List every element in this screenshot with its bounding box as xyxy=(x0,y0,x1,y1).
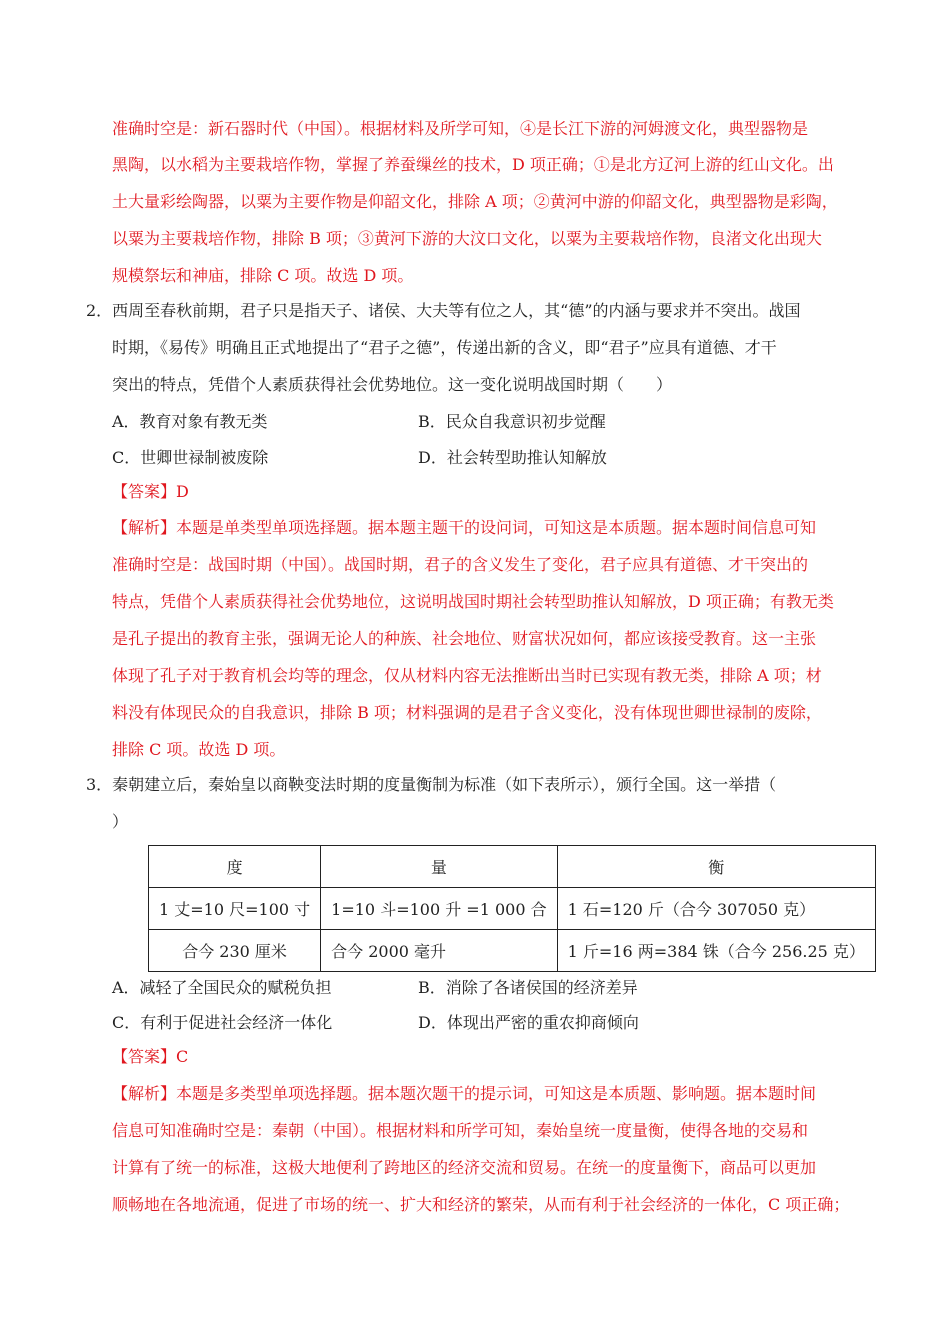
measurement-table xyxy=(148,845,876,972)
q3-stem-line: ） xyxy=(112,812,129,831)
q3-stem-line: 3．秦朝建立后，秦始皇以商鞅变法时期的度量衡制为标准（如下表所示），颁行全国。这一举措（ xyxy=(86,775,777,794)
q2-option-d: D．社会转型助推认知解放 xyxy=(418,448,607,467)
table-row xyxy=(149,888,876,930)
table-header-row xyxy=(149,846,876,888)
q2-analysis-line: 料没有体现民众的自我意识，排除 B 项；材料强调的是君子含义变化，没有体现世卿世禄制的废除， xyxy=(112,703,822,722)
q3-analysis-line: 计算有了统一的标准，这极大地便利了跨地区的经济交流和贸易。在统一的度量衡下，商品可以更加 xyxy=(112,1158,817,1177)
q2-option-a: A．教育对象有教无类 xyxy=(112,412,268,431)
q1-analysis-line: 准确时空是：新石器时代（中国）。根据材料及所学可知，④是长江下游的河姆渡文化，典型器物是 xyxy=(112,119,809,138)
q2-stem-line: 2．西周至春秋前期，君子只是指天子、诸侯、大夫等有位之人，其“德”的内涵与要求并不突出。战国 xyxy=(86,301,801,320)
q3-option-b: B．消除了各诸侯国的经济差异 xyxy=(418,978,638,997)
q2-answer: 【答案】D xyxy=(112,482,189,501)
q2-option-b: B．民众自我意识初步觉醒 xyxy=(418,412,606,431)
q2-option-c: C．世卿世禄制被废除 xyxy=(112,448,269,467)
q2-analysis-line: 准确时空是：战国时期（中国）。战国时期，君子的含义发生了变化，君子应具有道德、才干突出的 xyxy=(112,555,809,574)
table-cell: 1 斤=16 两=384 铢（合今 256.25 克） xyxy=(557,930,875,972)
q2-analysis-line: 【解析】本题是单类型单项选择题。据本题主题干的设问词，可知这是本质题。据本题时间信息可知 xyxy=(112,518,817,537)
table-row xyxy=(149,930,876,972)
table-cell: 1 丈=10 尺=100 寸 xyxy=(149,888,321,930)
table-header-cell: 量 xyxy=(321,846,557,888)
q3-analysis-line: 顺畅地在各地流通，促进了市场的统一、扩大和经济的繁荣，从而有利于社会经济的一体化，C 项正确； xyxy=(112,1195,850,1214)
q3-option-a: A．减轻了全国民众的赋税负担 xyxy=(112,978,332,997)
q3-analysis-line: 信息可知准确时空是：秦朝（中国）。根据材料和所学可知，秦始皇统一度量衡，使得各地的交易和 xyxy=(112,1121,809,1140)
table-cell: 合今 2000 毫升 xyxy=(321,930,557,972)
q1-analysis-line: 以粟为主要栽培作物，排除 B 项；③黄河下游的大汶口文化，以粟为主要栽培作物，良渚文化出现大 xyxy=(112,229,822,248)
q1-analysis-line: 规模祭坛和神庙，排除 C 项。故选 D 项。 xyxy=(112,266,414,285)
q3-option-d: D．体现出严密的重农抑商倾向 xyxy=(418,1013,639,1032)
table-cell: 合今 230 厘米 xyxy=(149,930,321,972)
q1-analysis-line: 黑陶，以水稻为主要栽培作物，掌握了养蚕缫丝的技术，D 项正确；①是北方辽河上游的红山文化。出 xyxy=(112,155,834,174)
q2-stem-line: 时期，《易传》明确且正式地提出了“君子之德”，传递出新的含义，即“君子”应具有道德、才干 xyxy=(112,338,777,357)
table-header-cell: 衡 xyxy=(557,846,875,888)
q2-analysis-line: 体现了孔子对于教育机会均等的理念，仅从材料内容无法推断出当时已实现有教无类，排除 A 项；材 xyxy=(112,666,822,685)
table-cell: 1=10 斗=100 升 =1 000 合 xyxy=(321,888,557,930)
q3-option-c: C．有利于促进社会经济一体化 xyxy=(112,1013,333,1032)
q2-analysis-line: 是孔子提出的教育主张，强调无论人的种族、社会地位、财富状况如何，都应该接受教育。这一主张 xyxy=(112,629,817,648)
q3-analysis-line: 【解析】本题是多类型单项选择题。据本题次题干的提示词，可知这是本质题、影响题。据本题时间 xyxy=(112,1084,817,1103)
q3-answer: 【答案】C xyxy=(112,1047,189,1066)
q2-analysis-line: 特点，凭借个人素质获得社会优势地位，这说明战国时期社会转型助推认知解放，D 项正确；有教无类 xyxy=(112,592,834,611)
q1-analysis-line: 土大量彩绘陶器，以粟为主要作物是仰韶文化，排除 A 项；②黄河中游的仰韶文化，典型器物是彩陶， xyxy=(112,192,838,211)
table-header-cell: 度 xyxy=(149,846,321,888)
q2-analysis-line: 排除 C 项。故选 D 项。 xyxy=(112,740,286,759)
table-cell: 1 石=120 斤（合今 307050 克） xyxy=(557,888,875,930)
q2-stem-line: 突出的特点，凭借个人素质获得社会优势地位。这一变化说明战国时期（ ） xyxy=(112,375,673,394)
